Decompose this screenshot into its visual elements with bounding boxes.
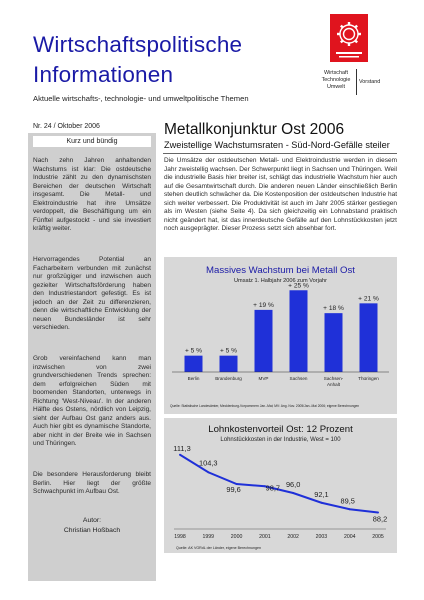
- author-block: [33, 516, 151, 536]
- summary-badge: Kurz und bündig: [33, 136, 151, 147]
- article-subtitle: Zweistellige Wachstumsraten - Süd-Nord-Gefälle steiler: [164, 140, 390, 150]
- data-point: [292, 492, 294, 494]
- point-value-label: 104,3: [199, 458, 218, 468]
- logo-line: Technologie: [321, 76, 351, 83]
- bar: [255, 310, 273, 372]
- point-value-label: 92,1: [314, 489, 329, 499]
- line-chart: [164, 418, 397, 553]
- sidebar-paragraph: Nach zehn Jahren anhaltenden Wachstums ist klar: Die ostdeutsche Industrie zählt zu den dynamischsten Bereichen der deutschen Wirtschaft insgesamt. Die Metall- und Elektroindustrie hat ihre Umsätze verdoppelt, die Beschäftigung um ein Fünftel aufgestockt - und sie investiert kräftig weiter.: [33, 157, 151, 233]
- point-value-label: 88,2: [372, 514, 388, 524]
- chart-source: Quelle: AK VGRdL der Länder, eigene Berechnungen: [176, 546, 261, 550]
- page-subtitle: Aktuelle wirtschafts-, technologie- und umweltpolitische Themen: [33, 94, 249, 103]
- sidebar-paragraph: Hervorragendes Potential an Facharbeitern verbunden mit zunächst nur großzügiger und inzwischen auch gezielter Wirtschaftsförderung haben den Industriestandort gefestigt. Es ist jedoch an der Zeit zu differenzieren, denn die wirtschaftliche Entwicklung der neuen Bundesländer ist sehr verschieden.: [33, 256, 151, 332]
- chart-title: Lohnkostenvorteil Ost: 12 Prozent: [208, 424, 353, 435]
- issue-number: Nr. 24 / Oktober 2006: [33, 123, 100, 130]
- x-tick-label: 2004: [343, 534, 356, 540]
- point-value-label: 99,6: [226, 485, 241, 494]
- bar: [325, 313, 343, 372]
- bar: [220, 356, 238, 372]
- x-tick-label: 2003: [315, 534, 328, 540]
- data-point: [349, 508, 351, 510]
- bar-value-label: + 5 %: [184, 347, 203, 355]
- article-body: Die Umsätze der ostdeutschen Metall- und Elektroindustrie werden in diesem Jahr zweistellig wachsen. Der Schwerpunkt liegt in Sachsen und Thüringen. Weil die industrielle Basis hier breiter ist, schlägt das industrielle Wachstum hier auch auf die Gesamtwirtschaft durch. Die anderen neuen Länder einschließlich Berlin stehen deutlich schwächer da. Die Kostenposition der ostdeutschen Industrie hat sich weiter verbessert. Die Produktivität ist auch im Jahr 2005 stärker gestiegen als im Westen (siehe Seite 4). Da sich gleichzeitig ein Lohnabstand praktisch nicht geändert hat, ist das innerdeutsche Gefälle auf den Lohnstückkosten jetzt noch ausgeprägter. Dieser Prozess setzt sich absehbar fort.: [164, 157, 397, 232]
- bar: [360, 303, 378, 372]
- sidebar-paragraph: Die besondere Herausforderung bleibt Berlin. Hier liegt der größte Schwachpunkt im Aufbau Ost.: [33, 471, 151, 496]
- chart-subtitle: Lohnstückkosten in der Industrie, West = 100: [220, 437, 341, 443]
- x-tick-label: 2001: [259, 534, 271, 540]
- x-tick-label: 2000: [230, 534, 243, 540]
- x-tick-label: 2002: [287, 534, 299, 540]
- x-tick-label: Brandenburg: [215, 376, 242, 381]
- x-tick-label: MVP: [258, 376, 269, 381]
- x-tick-label: Anhalt: [326, 382, 341, 387]
- point-value-label: 111,3: [173, 443, 191, 453]
- data-point: [377, 512, 379, 514]
- x-tick-label: 1998: [174, 534, 186, 540]
- chart-title: Massives Wachstum bei Metall Ost: [206, 265, 355, 276]
- author-name: Christian Hoßbach: [63, 527, 121, 534]
- ig-metall-logo: [330, 14, 368, 62]
- article-divider: [163, 153, 397, 154]
- x-tick-label: Sachsen: [289, 376, 308, 381]
- x-tick-label: 1999: [202, 534, 215, 540]
- bar-value-label: + 19 %: [253, 301, 274, 309]
- data-point: [179, 454, 181, 456]
- page-title: [33, 30, 242, 90]
- logo-line: Umwelt: [327, 83, 345, 90]
- logo-divider: [356, 69, 357, 95]
- x-tick-label: Berlin: [187, 376, 200, 381]
- bar-value-label: + 18 %: [323, 305, 344, 313]
- bar-chart: [164, 257, 397, 414]
- bar-value-label: + 21 %: [358, 295, 379, 303]
- logo-department-text: [318, 70, 354, 90]
- data-point: [320, 502, 322, 504]
- bar-value-label: + 25 %: [288, 282, 309, 290]
- bar: [185, 356, 203, 372]
- author-label: Autor:: [82, 517, 102, 524]
- title-line-2: Informationen: [33, 62, 174, 87]
- x-tick-label: Thüringen: [358, 376, 379, 381]
- point-value-label: 89,5: [340, 496, 355, 506]
- logo-line: Wirtschaft: [324, 70, 348, 76]
- chart-source: Quelle: Statistische Landesämter, Mecklenburg-Vorpommern Jan.-Mai; MV: Ang. Nov. 2005/Jan.-Mai 2006; eigene Berechnungen: [170, 404, 360, 408]
- x-tick-label: 2005: [372, 534, 384, 540]
- bar-value-label: + 5 %: [219, 347, 238, 355]
- logo-vorstand-text: Vorstand: [359, 79, 381, 85]
- article-title: Metallkonjunktur Ost 2006: [164, 121, 345, 138]
- gear-icon: [330, 14, 368, 62]
- sidebar-paragraph: Grob vereinfachend kann man inzwischen von zwei grundverschiedenen Trends sprechen: dem erfolgreichen Süden mit boomenden Standorten, unterwegs in Richtung 'West-Niveau'. In der anderen Hälfte des Ostens, nördlich von Leipzig, sieht der Aufbau Ost ganz anders aus. Auch hier gibt es dynamische Standorte, aber nicht in der Breite wie in Sachsen und Thüringen.: [33, 355, 151, 448]
- bar: [290, 290, 308, 372]
- point-value-label: 96,0: [285, 480, 301, 489]
- data-point: [207, 471, 209, 473]
- point-value-label: 98,7: [265, 483, 281, 493]
- chart-subtitle: Umsatz 1. Halbjahr 2006 zum Vorjahr: [234, 278, 327, 284]
- title-line-1: Wirtschaftspolitische: [33, 32, 243, 57]
- x-tick-label: Sachsen-: [323, 376, 344, 381]
